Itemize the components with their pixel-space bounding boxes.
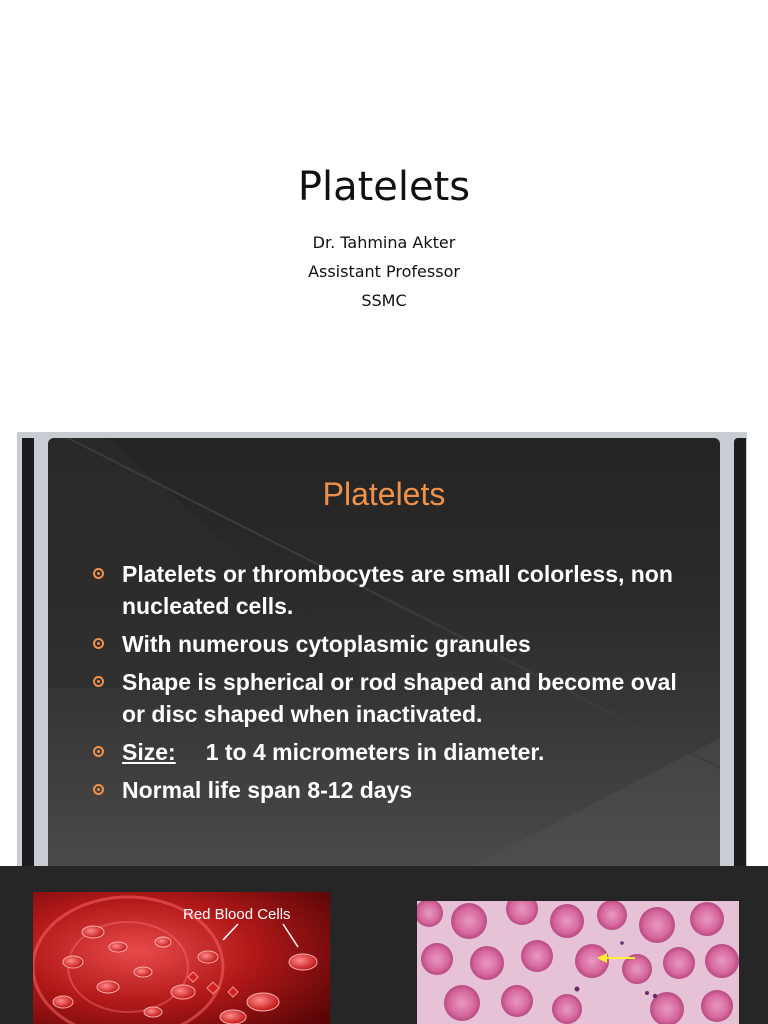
- author-position: Assistant Professor: [308, 262, 460, 281]
- content-slide: [48, 438, 720, 868]
- blood-smear-image: [417, 901, 739, 1024]
- institution: SSMC: [361, 291, 407, 310]
- bullet-list: [92, 558, 702, 812]
- bullet-item: [92, 628, 702, 660]
- bullet-icon: [93, 746, 104, 757]
- bullet-item: [92, 736, 702, 768]
- bullet-item: [92, 666, 702, 730]
- bullet-icon: [93, 784, 104, 795]
- red-blood-cells-image: [33, 892, 330, 1024]
- author-name: Dr. Tahmina Akter: [312, 233, 456, 252]
- slide-subtitle: [0, 228, 768, 315]
- bullet-icon: [93, 638, 104, 649]
- bullet-icon: [93, 676, 104, 687]
- bullet-text: Platelets or thrombocytes are small colorless, non nucleated cells.: [122, 561, 673, 619]
- bullet-item: [92, 774, 702, 806]
- slide-title: Platelets: [297, 164, 471, 210]
- bullet-icon: [93, 568, 104, 579]
- title-slide: [0, 0, 768, 432]
- bullet-text: With numerous cytoplasmic granules: [122, 631, 531, 657]
- bullet-label: Size:: [122, 739, 176, 765]
- bullet-text: Normal life span 8-12 days: [122, 777, 413, 803]
- content-slide-title: Platelets: [322, 476, 446, 512]
- bullet-text: 1 to 4 micrometers in diameter.: [205, 739, 545, 765]
- bullet-text: Shape is spherical or rod shaped and become oval or disc shaped when inactivated.: [122, 669, 677, 727]
- next-slide-edge: [734, 438, 746, 868]
- image-slide: [0, 866, 768, 1024]
- red-blood-cells-label: Red Blood Cells: [183, 906, 291, 923]
- blood-smear-micrograph-icon: [417, 901, 739, 1024]
- bullet-item: [92, 558, 702, 622]
- previous-slide-edge: [22, 438, 34, 868]
